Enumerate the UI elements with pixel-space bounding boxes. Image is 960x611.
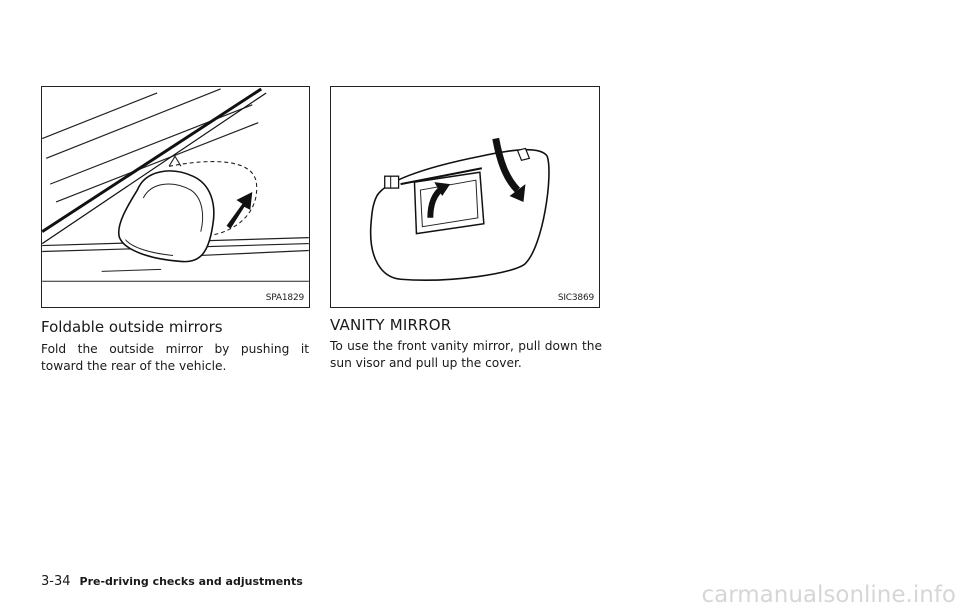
figure-code: SIC3869 (557, 293, 594, 303)
sun-visor-illustration (331, 87, 599, 307)
figure-outside-mirror (41, 86, 310, 308)
watermark: carmanualsonline.info (701, 582, 956, 608)
page-footer (41, 570, 303, 589)
figure-code: SPA1829 (265, 293, 304, 303)
section-body-foldable-mirrors: Fold the outside mirror by pushing it toward the rear of the vehicle. (41, 342, 309, 373)
page-number: 3-34 (41, 574, 71, 589)
outside-mirror-illustration (42, 87, 309, 307)
section-heading-vanity-mirror: VANITY MIRROR (330, 316, 452, 334)
section-heading-foldable-mirrors: Foldable outside mirrors (41, 318, 223, 336)
footer-section-title: Pre-driving checks and adjustments (79, 575, 303, 588)
figure-vanity-mirror (330, 86, 600, 308)
section-body-vanity-mirror: To use the front vanity mirror, pull down the sun visor and pull up the cover. (330, 339, 602, 370)
